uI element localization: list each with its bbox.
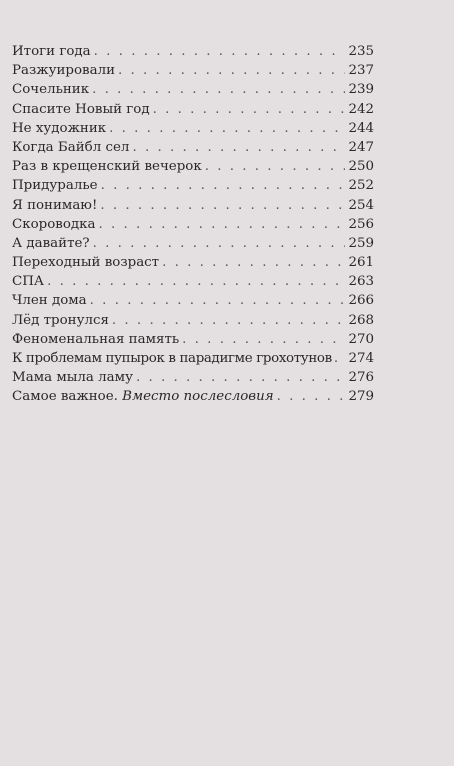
toc-entry [12, 44, 374, 63]
toc-entry-title: Раз в крещенский вечерок [12, 159, 202, 175]
toc-entry-title: А давайте? [12, 235, 90, 251]
toc-entry-page: 263 [348, 274, 374, 290]
toc-entry-page: 268 [348, 312, 374, 328]
dot-leader [334, 351, 347, 366]
toc-entry-title: Придуралье [12, 178, 98, 194]
dot-leader [112, 313, 346, 328]
toc-entry-page: 270 [348, 331, 374, 347]
toc-entry-title: Разжуировали [12, 63, 116, 79]
toc-entry-title: Скороводка [12, 216, 96, 232]
dot-leader [100, 198, 345, 213]
toc-entry [12, 63, 374, 82]
toc-entry [12, 313, 374, 332]
toc-entry-page: 259 [348, 235, 374, 251]
toc-entry [12, 102, 374, 121]
dot-leader [118, 63, 345, 78]
dot-leader [132, 140, 345, 155]
toc-entry [12, 293, 374, 312]
dot-leader [153, 102, 346, 117]
toc-entry-title: Не художник [12, 120, 107, 136]
toc-entry-page: 254 [348, 197, 374, 213]
toc-entry [12, 370, 374, 389]
toc-entry-page: 261 [348, 255, 374, 271]
toc-entry-title: Переходный возраст [12, 255, 160, 271]
toc-entry-title: Когда Байбл сел [12, 139, 130, 155]
dot-leader [92, 82, 345, 97]
dot-leader [101, 178, 346, 193]
toc-entry-title: Лёд тронулся [12, 312, 109, 328]
toc-entry-title: Сочельник [12, 82, 90, 98]
dot-leader [109, 121, 345, 136]
toc-entry [12, 217, 374, 236]
toc-entry [12, 274, 374, 293]
dot-leader [47, 274, 345, 289]
toc-entry-title: Мама мыла ламу [12, 370, 133, 386]
afterword-title: Самое важное. [12, 389, 118, 405]
toc-entry-title [12, 389, 274, 404]
toc-entry [12, 121, 374, 140]
dot-leader [99, 217, 346, 232]
toc-entry [12, 82, 374, 101]
toc-entry-page: 247 [348, 139, 374, 155]
toc-entry-page: 274 [348, 351, 374, 366]
toc-entry-page: 250 [348, 159, 374, 175]
table-of-contents [12, 44, 374, 409]
toc-entry-page: 235 [348, 44, 374, 59]
toc-entry-title: Член дома [12, 293, 87, 309]
dot-leader [90, 293, 346, 308]
dot-leader [277, 389, 346, 404]
dot-leader [162, 255, 345, 270]
toc-entry-page: 266 [348, 293, 374, 309]
toc-entry [12, 178, 374, 197]
toc-entry-page: 276 [348, 370, 374, 386]
toc-entry [12, 236, 374, 255]
dot-leader [94, 44, 346, 59]
toc-entry-page: 252 [348, 178, 374, 194]
toc-entry-afterword [12, 389, 374, 408]
toc-entry-page: 242 [348, 101, 374, 117]
dot-leader [205, 159, 346, 174]
dot-leader [182, 332, 345, 347]
toc-entry-page: 244 [348, 120, 374, 136]
afterword-subtitle: Вместо послесловия [122, 389, 274, 405]
toc-entry-page: 237 [348, 63, 374, 79]
toc-entry [12, 255, 374, 274]
dot-leader [136, 370, 345, 385]
dot-leader [93, 236, 346, 251]
toc-entry [12, 140, 374, 159]
toc-entry-title: СПА [12, 274, 45, 290]
toc-entry-title: К проблемам пупырок в парадигме грохотунов [12, 351, 332, 366]
toc-entry [12, 351, 374, 370]
toc-entry-page: 279 [348, 389, 374, 405]
toc-entry-page: 256 [348, 216, 374, 232]
toc-entry [12, 332, 374, 351]
toc-entry-title: Феноменальная память [12, 331, 180, 347]
toc-entry-title: Я понимаю! [12, 197, 98, 213]
toc-entry-page: 239 [348, 82, 374, 98]
toc-entry-title: Спасите Новый год [12, 101, 150, 117]
toc-entry-title: Итоги года [12, 44, 91, 59]
toc-entry [12, 159, 374, 178]
toc-entry [12, 198, 374, 217]
